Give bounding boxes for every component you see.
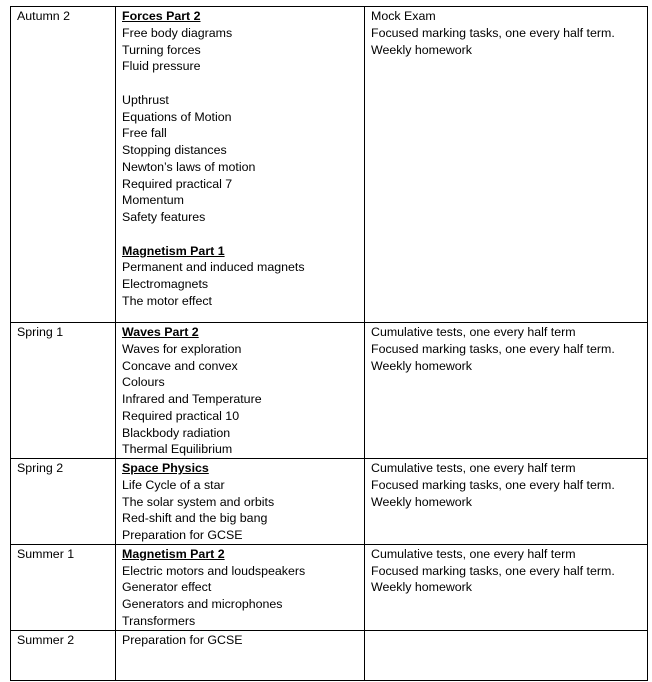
topics-cell [116, 7, 365, 323]
assessment-item: Cumulative tests, one every half term [371, 461, 576, 475]
topic-item: Generators and microphones [122, 597, 283, 611]
topics-cell [116, 630, 365, 680]
term-cell [11, 630, 116, 680]
assessment-item: Focused marking tasks, one every half term. [371, 25, 615, 40]
assessment-item: Focused marking tasks, one every half term. [371, 563, 615, 578]
topic-item: Generator effect [122, 580, 212, 595]
table-row [11, 7, 648, 323]
topic-item: The solar system and orbits [122, 494, 275, 509]
assessment-item: Focused marking tasks, one every half term. [371, 477, 615, 492]
topic-item: Equations of Motion [122, 109, 232, 124]
table-row [11, 544, 648, 630]
assessment-item: Weekly homework [371, 580, 472, 595]
topic-item: Concave and convex [122, 358, 238, 373]
topic-item: Turning forces [122, 42, 201, 57]
topic-item: Preparation for GCSE [122, 632, 243, 647]
scheme-of-work-table [10, 6, 648, 681]
table-body [11, 7, 648, 681]
topic-item: Infrared and Temperature [122, 392, 262, 406]
assessment-cell [365, 323, 648, 459]
topic-item: Safety features [122, 210, 206, 224]
topic-heading: Magnetism Part 2 [122, 546, 225, 561]
term-cell [11, 7, 116, 323]
topic-item: Colours [122, 375, 165, 390]
topic-heading: Space Physics [122, 461, 209, 475]
topic-item: Blackbody radiation [122, 425, 231, 440]
topic-item: The motor effect [122, 293, 212, 308]
topic-item: Required practical 7 [122, 176, 233, 191]
table-row [11, 323, 648, 459]
assessment-cell [365, 544, 648, 630]
topic-item: Life Cycle of a star [122, 477, 225, 492]
topic-item: Electromagnets [122, 277, 209, 291]
topic-item: Electric motors and loudspeakers [122, 563, 306, 578]
assessment-item: Cumulative tests, one every half term [371, 325, 576, 339]
topic-heading: Forces Part 2 [122, 9, 201, 23]
topics-cell [116, 544, 365, 630]
topic-item: Transformers [122, 613, 196, 628]
topics-cell [116, 323, 365, 459]
assessment-item: Cumulative tests, one every half term [371, 546, 576, 561]
assessment-cell [365, 630, 648, 680]
term-label: Autumn 2 [17, 9, 71, 23]
table-row [11, 459, 648, 545]
assessment-item: Weekly homework [371, 42, 472, 57]
term-cell [11, 544, 116, 630]
table-row [11, 630, 648, 680]
topic-item: Thermal Equilibrium [122, 442, 233, 457]
topic-heading: Magnetism Part 1 [122, 243, 225, 258]
topic-item: Permanent and induced magnets [122, 260, 305, 275]
assessment-item: Weekly homework [371, 494, 472, 509]
topic-item: Preparation for GCSE [122, 528, 243, 542]
term-label: Spring 1 [17, 325, 64, 339]
blank-line [122, 226, 358, 243]
term-cell [11, 459, 116, 545]
topic-item: Required practical 10 [122, 408, 240, 423]
topic-item: Free body diagrams [122, 25, 233, 40]
topic-item: Free fall [122, 126, 167, 141]
topic-item: Fluid pressure [122, 59, 201, 74]
topic-item: Momentum [122, 193, 184, 208]
assessment-item: Focused marking tasks, one every half term. [371, 341, 615, 356]
assessment-cell [365, 459, 648, 545]
topic-item: Newton’s laws of motion [122, 159, 256, 174]
topic-item: Upthrust [122, 92, 169, 107]
topic-item: Stopping distances [122, 143, 227, 157]
term-label: Summer 2 [17, 632, 75, 647]
term-label: Spring 2 [17, 461, 64, 475]
topic-heading: Waves Part 2 [122, 325, 199, 339]
assessment-item: Mock Exam [371, 9, 436, 23]
topic-item: Waves for exploration [122, 341, 242, 356]
topics-cell [116, 459, 365, 545]
assessment-item: Weekly homework [371, 358, 472, 373]
term-cell [11, 323, 116, 459]
term-label: Summer 1 [17, 546, 75, 561]
blank-line [122, 75, 358, 92]
assessment-cell [365, 7, 648, 323]
topic-item: Red-shift and the big bang [122, 511, 268, 526]
